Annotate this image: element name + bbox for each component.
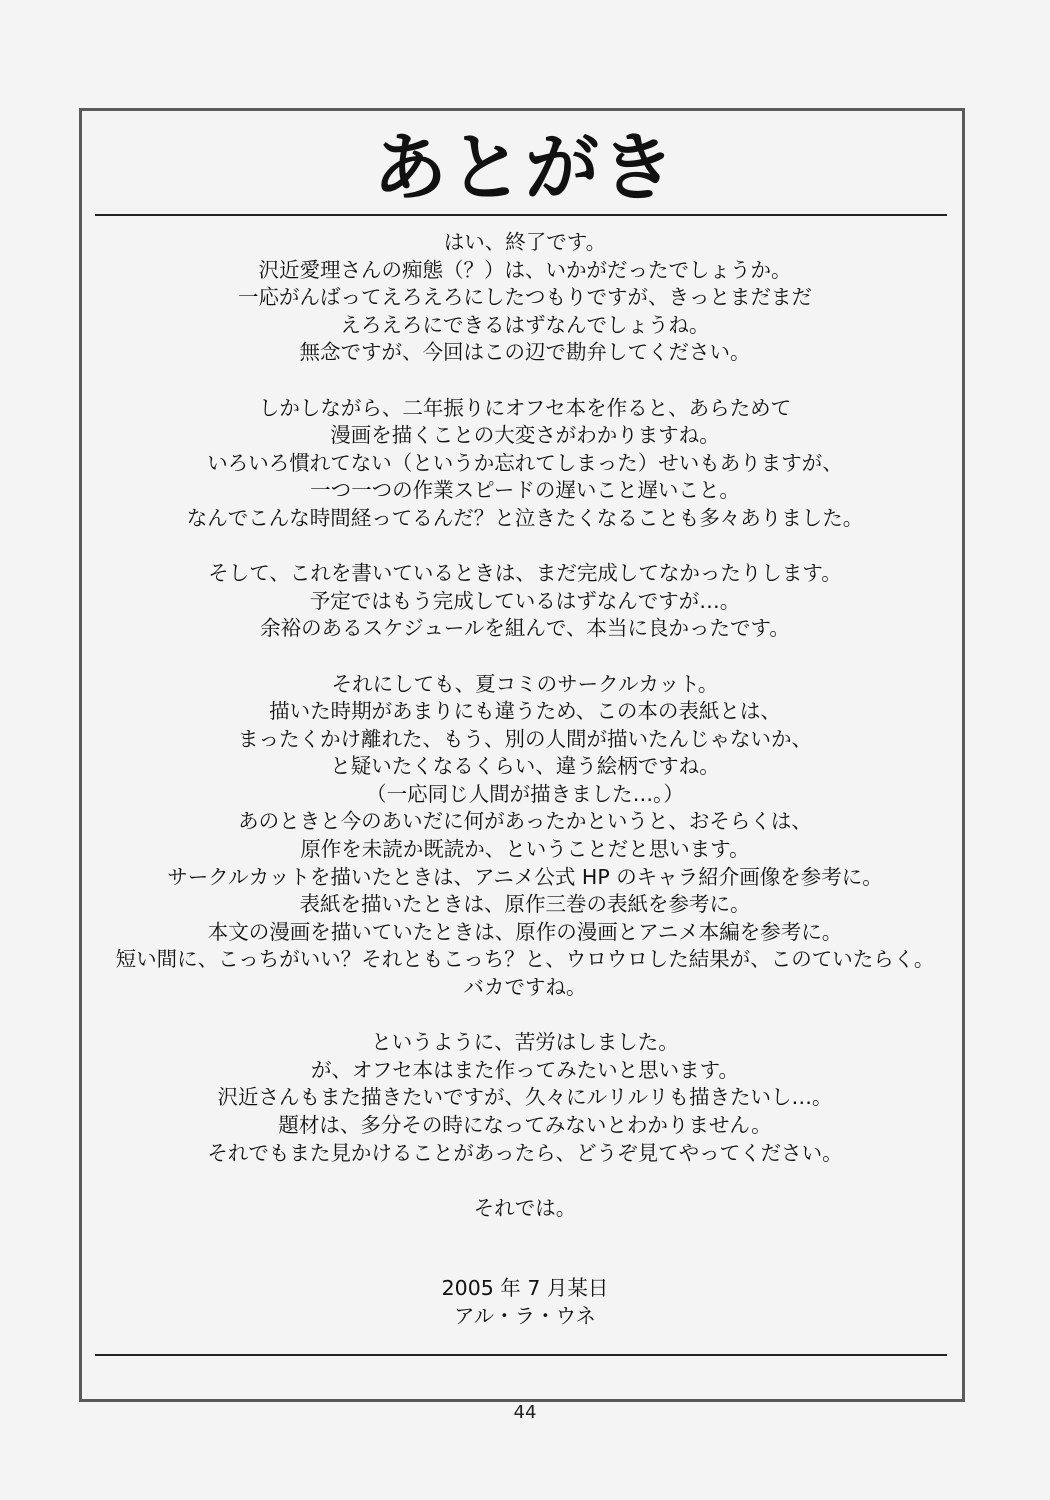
text-line: あのときと今のあいだに何があったかというと、おそらくは、: [238, 809, 812, 834]
text-line: 沢近さんもまた描きたいですが、久々にルリルリも描きたいし…。: [217, 1085, 833, 1110]
text-line: なんでこんな時間経ってるんだ？と泣きたくなることも多々ありました。: [186, 505, 864, 530]
text-line: 原作を未読か既読か、ということだと思います。: [300, 837, 750, 862]
text-line: 漫画を描くことの大変さがわかりますね。: [330, 423, 720, 448]
text-line: というように、苦労はしました。: [371, 1030, 679, 1055]
text-line: 沢近愛理さんの痴態（？）は、いかがだったでしょうか。: [258, 257, 792, 282]
text-line: 本文の漫画を描いていたときは、原作の漫画とアニメ本編を参考に。: [207, 919, 843, 944]
text-line: バカですね。: [463, 975, 587, 1000]
text-line: 短い間に、こっちがいい？それともこっち？と、ウロウロした結果が、このていたらく。: [115, 947, 935, 972]
text-line: サークルカットを描いたときは、アニメ公式 HP のキャラ紹介画像を参考に。: [167, 864, 883, 889]
text-line: （一応同じ人間が描きました…。）: [366, 781, 684, 806]
paragraph-gap: [90, 643, 960, 671]
title-divider: [95, 214, 947, 216]
page-number: 44: [513, 1402, 537, 1423]
text-line: 余裕のあるスケジュールを組んで、本当に良かったです。: [260, 616, 790, 641]
paragraph-gap: [90, 533, 960, 561]
text-line: まったくかけ離れた、もう、別の人間が描いたんじゃないか、: [238, 726, 812, 751]
text-line: 予定ではもう完成しているはずなんですが…。: [309, 588, 741, 613]
text-line: と疑いたくなるくらい、違う絵柄ですね。: [330, 754, 720, 779]
text-line: それにしても、夏コミのサークルカット。: [331, 671, 719, 696]
text-line: しかしながら、二年振りにオフセ本を作ると、あらためて: [258, 395, 792, 420]
text-line: 題材は、多分その時になってみないとわかりません。: [278, 1113, 772, 1137]
text-line: はい、終了です。: [443, 230, 607, 254]
page-title: あとがき: [373, 125, 677, 211]
text-line: 描いた時期があまりにも違うため、この本の表紙とは、: [269, 699, 781, 724]
text-line: 一つ一つの作業スピードの遅いこと遅いこと。: [310, 478, 740, 503]
signature-author: アル・ラ・ウネ: [453, 1304, 597, 1328]
text-line: が、オフセ本はまた作ってみたいと思います。: [310, 1057, 740, 1082]
text-line: えろえろにできるはずなんでしょうね。: [340, 312, 710, 337]
text-line: 表紙を描いたときは、原作三巻の表紙を参考に。: [299, 892, 751, 917]
text-line: それでもまた見かけることがあったら、どうぞ見てやってください。: [207, 1140, 843, 1165]
paragraph-gap: [90, 1167, 960, 1195]
afterword-body: [90, 229, 960, 1222]
footer-divider: [95, 1354, 947, 1356]
paragraph-gap: [90, 367, 960, 395]
text-line: 無念ですが、今回はこの辺で勘弁してください。: [299, 340, 751, 365]
paragraph-gap: [90, 1002, 960, 1030]
text-line: いろいろ慣れてない（というか忘れてしまった）せいもありますが、: [207, 450, 843, 475]
text-line: それでは。: [473, 1195, 577, 1220]
signature-date: 2005 年 7 月某日: [441, 1276, 609, 1300]
text-line: そして、これを書いているときは、まだ完成してなかったりします。: [208, 561, 842, 586]
text-line: 一応がんばってえろえろにしたつもりですが、きっとまだまだ: [238, 285, 812, 310]
